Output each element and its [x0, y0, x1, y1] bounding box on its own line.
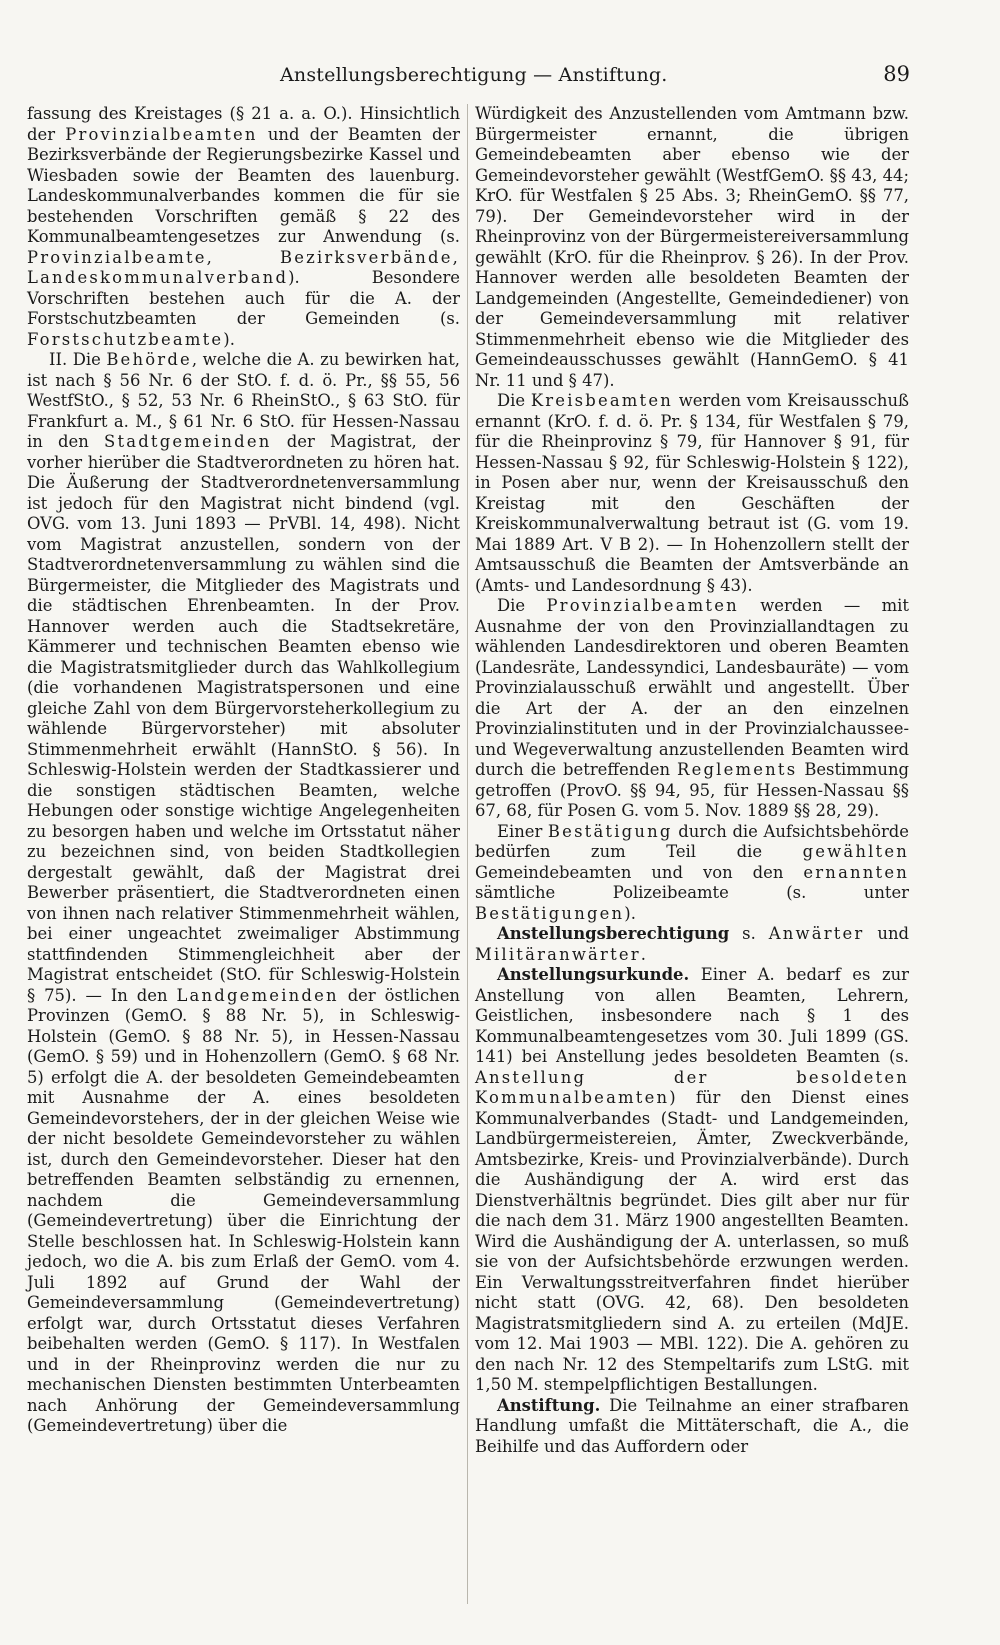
- page-number: 89: [883, 62, 910, 86]
- entry-anstellungsberechtigung: Anstellungsberechtigung s. Anwärter und Militäranwärter.: [475, 924, 909, 964]
- paragraph-appointing-authority: II. Die Behörde, welche die A. zu bewirken hat, ist nach § 56 Nr. 6 der StO. f. d. ö. Pr., §§ 55, 56 WestfStO., § 52, 53 Nr. 6 RheinStO., § 63 StO. für Frankfurt a. M., § 61 Nr. 6 StO. für Hessen-Nassau in den Stadtgemeinden der Magistrat, der vorher hierüber die Stadtverordneten zu hören hat. Die Äußerung der Stadtverordnetenversammlung ist jedoch für den Magistrat nicht bindend (vgl. OVG. vom 13. Juni 1893 — PrVBl. 14, 498). Nicht vom Magistrat anzustellen, sondern von der Stadtverordnetenversammlung zu wählen sind die Bürgermeister, die Mitglieder des Magistrats und die städtischen Ehrenbeamten. In der Prov. Hannover werden auch die Stadtsekretäre, Kämmerer und technischen Beamten ebenso wie die Magistratsmitglieder durch das Wahlkollegium (die vorhandenen Magistratspersonen und eine gleiche Zahl von dem Bürgervorsteherkollegium zu wählende Bürgervorsteher) mit absoluter Stimmenmehrheit erwählt (HannStO. § 56). In Schleswig-Holstein werden der Stadtkassierer und die sonstigen städtischen Beamten, welche Hebungen oder sonstige wichtige Angelegenheiten zu besorgen haben und welche im Ortsstatut näher zu bezeichnen sind, von beiden Stadtkollegien dergestalt gewählt, daß der Magistrat drei Bewerber präsentiert, die Stadtverordneten einen von ihnen nach relativer Stimmenmehrheit wählen, bei einer ungeachtet zweimaliger Abstimmung stattfindenden Stimmengleichheit aber der Magistrat entscheidet (StO. für Schleswig-Holstein § 75). — In den Landgemeinden der östlichen Provinzen (GemO. § 88 Nr. 5), in Schleswig-Holstein (GemO. § 88 Nr. 5), in Hessen-Nassau (GemO. § 59) und in Hohenzollern (GemO. § 68 Nr. 5) erfolgt die A. der besoldeten Gemeindebeamten mit Ausnahme der A. eines besoldeten Gemeindevorstehers, der in der gleichen Weise wie der nicht besoldete Gemeindevorsteher zu wählen ist, durch den Gemeindevorsteher. Dieser hat den betreffenden Beamten selbständig zu ernennen, nachdem die Gemeindeversammlung (Gemeindevertretung) über die Einrichtung der Stelle beschlossen hat. In Schleswig-Holstein kann jedoch, wo die A. bis zum Erlaß der GemO. vom 4. Juli 1892 auf Grund der Wahl der Gemeindeversammlung (Gemeindevertretung) erfolgt war, durch Ortsstatut dieses Verfahren beibehalten werden (GemO. § 117). In Westfalen und in der Rheinprovinz werden die nur zu mechanischen Diensten bestimmten Unterbeamten nach Anhörung der Gemeindeversammlung (Gemeindevertretung) über die: [27, 350, 460, 1435]
- entry-headword: Anstellungsurkunde.: [497, 965, 690, 984]
- entry-headword: Anstellungsberechtigung: [497, 924, 730, 943]
- paragraph-provincial-appointment: Die Provinzialbeamten werden — mit Ausnahme der von den Provinziallandtagen zu wählenden Landesdirektoren und oberen Beamten (Landesräte, Landessyndici, Landesbauräte) — vom Provinzialausschuß erwählt und angestellt. Über die Art der A. der an den einzelnen Provinzialinstituten und in der Provinzialchaussee- und Wegeverwaltung anzustellenden Beamten wird durch die betreffenden Reglements Bestimmung getroffen (ProvO. §§ 94, 95, für Hessen-Nassau §§ 67, 68, für Posen G. vom 5. Nov. 1889 §§ 28, 29).: [475, 596, 909, 820]
- paragraph-district-officials: Die Kreisbeamten werden vom Kreisausschuß ernannt (KrO. f. d. ö. Pr. § 134, für Westfalen § 79, für die Rheinprovinz § 79, für Hannover § 91, für Hessen-Nassau § 92, für Schleswig-Holstein § 122), in Posen aber nur, wenn der Kreisausschuß den Kreistag mit den Geschäften der Kreiskommunalverwaltung betraut ist (G. vom 19. Mai 1889 Art. V B 2). — In Hohenzollern stellt der Amtsausschuß die Beamten der Amtsverbände an (Amts- und Landesordnung § 43).: [475, 391, 909, 595]
- column-divider: [467, 104, 468, 1604]
- entry-headword: Anstiftung.: [497, 1395, 601, 1415]
- right-column: [475, 104, 909, 1457]
- paragraph-municipal-appointment: Würdigkeit des Anzustellenden vom Amtmann bzw. Bürgermeister ernannt, die übrigen Gemeindebeamten aber ebenso wie der Gemeindevorsteher gewählt (WestfGemO. §§ 43, 44; KrO. für Westfalen § 25 Abs. 3; RheinGemO. §§ 77, 79). Der Gemeindevorsteher wird in der Rheinprovinz von der Bürgermeistereiversammlung gewählt (KrO. für die Rheinprov. § 26). In der Prov. Hannover werden alle besoldeten Beamten der Landgemeinden (Angestellte, Gemeindediener) von der Gemeindeversammlung mit relativer Stimmenmehrheit ebenso wie die Mitglieder des Gemeindeausschusses gewählt (HannGemO. § 41 Nr. 11 und § 47).: [475, 104, 909, 390]
- running-head: [30, 62, 910, 94]
- entry-anstiftung: Anstiftung. Die Teilnahme an einer strafbaren Handlung umfaßt die Mittäterschaft, die A., die Beihilfe und das Auffordern oder: [475, 1395, 909, 1456]
- entry-anstellungsurkunde: Anstellungsurkunde. Einer A. bedarf es zur Anstellung von allen Beamten, Lehrern, Geistlichen, insbesondere nach § 1 des Kommunalbeamtengesetzes vom 30. Juli 1899 (GS. 141) bei Anstellung jedes besoldeten Beamten (s. Anstellung der besoldeten Kommunalbeamten) für den Dienst eines Kommunalverbandes (Stadt- und Landgemeinden, Landbürgermeistereien, Ämter, Zweckverbände, Amtsbezirke, Kreis- und Provinzialverbände). Durch die Aushändigung der A. wird erst das Dienstverhältnis begründet. Dies gilt aber nur für die nach dem 31. März 1900 angestellten Beamten. Wird die Aushändigung der A. unterlassen, so muß sie von der Aufsichtsbehörde erzwungen werden. Ein Verwaltungsstreitverfahren findet hierüber nicht statt (OVG. 42, 68). Den besoldeten Magistratsmitgliedern sind A. zu erteilen (MdJE. vom 12. Mai 1903 — MBl. 122). Die A. gehören zu den nach Nr. 12 des Stempeltarifs zum LStG. mit 1,50 M. stempelpflichtigen Bestallungen.: [475, 965, 909, 1394]
- left-column: [27, 104, 460, 1437]
- paragraph-provincial-officials: fassung des Kreistages (§ 21 a. a. O.). Hinsichtlich der Provinzialbeamten und der Beamten der Bezirksverbände der Regierungsbezirke Kassel und Wiesbaden sowie der Beamten des lauenburg. Landeskommunalverbandes kommen die für sie bestehenden Vorschriften gemäß § 22 des Kommunalbeamtengesetzes zur Anwendung (s. Provinzialbeamte, Bezirksverbände, Landeskommunalverband). Besondere Vorschriften bestehen auch für die A. der Forstschutzbeamten der Gemeinden (s. Forstschutzbeamte).: [27, 104, 460, 349]
- paragraph-confirmation: Einer Bestätigung durch die Aufsichtsbehörde bedürfen zum Teil die gewählten Gemeindebeamten und von den ernannten sämtliche Polizeibeamte (s. unter Bestätigungen).: [475, 821, 909, 923]
- running-title: Anstellungsberechtigung — Anstiftung.: [280, 64, 668, 86]
